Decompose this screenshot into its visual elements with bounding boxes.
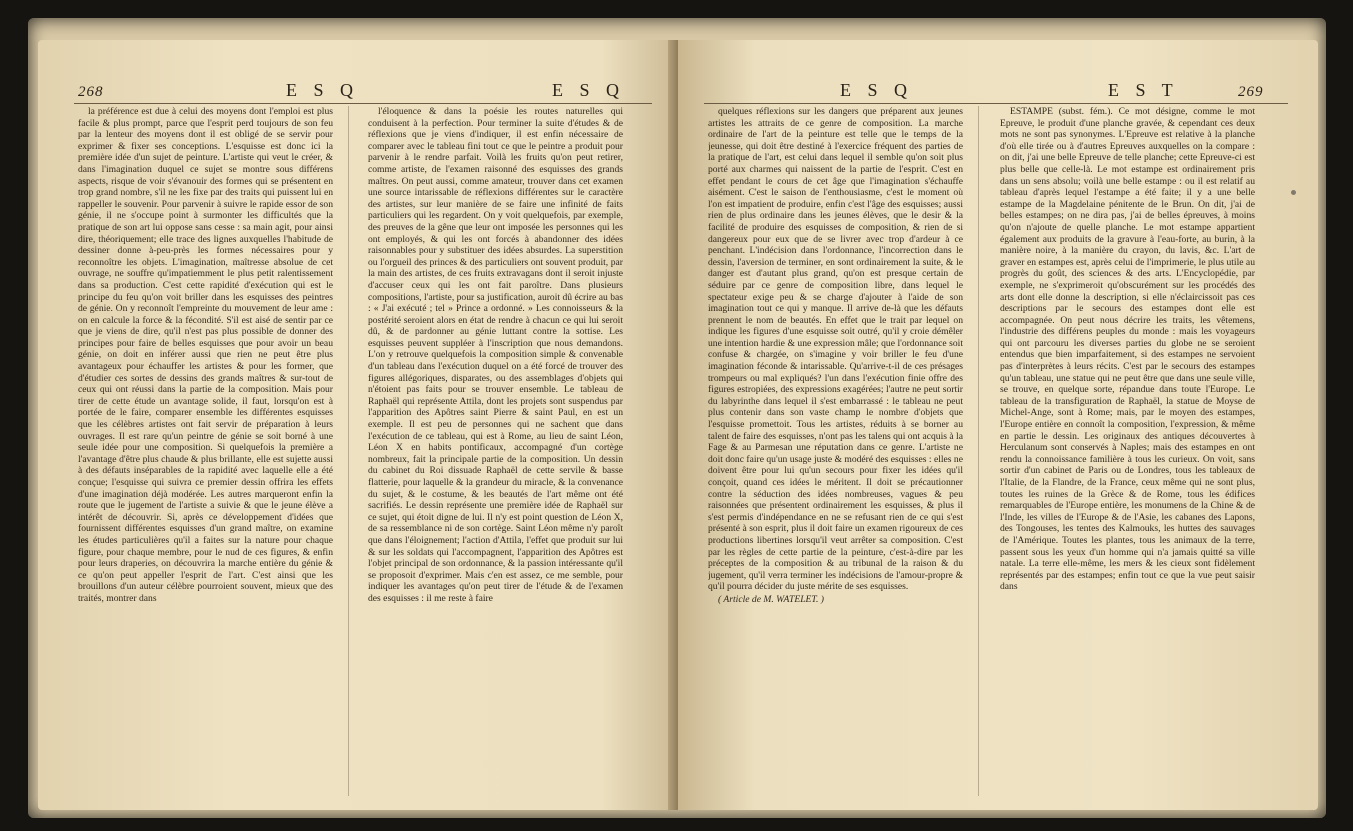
left-header-rule bbox=[74, 103, 652, 104]
left-running-head: E S Q bbox=[286, 80, 360, 100]
right-column-2: ESTAMPE (subst. fém.). Ce mot désigne, comme le mot Epreuve, le produit d'une planche gravée, & cependant ces deux mots ne sont pas synonymes. L'Epreuve est relative à la planche d'où elle tirée ou à d'autres Epreuves auxquelles on la compare : on dit, j'ai une belle Epreuve de telle planche; cette Epreuve-ci est plus belle que celle-là. Le mot estampe est ordinairement pris dans un sens absolu; voilà une belle estampe : ou il est relatif au tableau d'après lequel l'estampe a été faite; il y a une belle estampe de la Magdelaine pénitente de le Brun. On dit, j'ai de belles estampes; on ne dira pas, j'ai de belles épreuves, à moins qu'on n'ajoute de quelle planche. Le mot estampe appartient également aux produits de la gravure à l'eau-forte, au burin, à la manière noire, à la manière du crayon, du lavis, &c. L'art de graver en estampes est, après celui de l'imprimerie, le plus utile au progrès du goût, des sciences & des arts. L'Encyclopédie, par exemple, ne s'exprimeroit qu'obscurément sur les procédés des arts dont elle donne la description, si elle n'éclaircissoit pas ces descriptions par le secours des estampes dont elle est accompagnée. On peut nous décrire les traits, les vêtemens, l'industrie des différens peuples du monde : mais les voyageurs qui ont parcouru les diverses parties du globe ne se seroient entendus que bien imparfaitement, si des estampes ne servoient pas d'interprètes à leurs récits. C'est par le secours des estampes qu'un tableau, une statue qui ne peut être que dans une seule ville, se trouve, en quelque sorte, répandue dans toute l'Europe. Le tableau de la transfiguration de Raphaël, la statue de Moyse de Michel-Ange, sont à Rome; mais, par le moyen des estampes, l'Europe entière en connoît la composition, l'expression, & même en partie le dessin. Les originaux des antiques découvertes à Herculanum sont conservés à Naples; mais des estampes en ont rendu la connoissance familière à tous les curieux. On voit, sans sortir d'un cabinet de Paris ou de Londres, tous les tableaux de l'Italie, de la Flandre, de la France, ceux même qui ne sont plus, toutes les ruines de la Grèce & de Rome, tous les édifices remarquables de l'Europe entière, les monumens de la Chine & de l'Inde, les villes de l'Europe & de l'Asie, les cabanes des Lapons, des Tongouses, les tentes des Kalmouks, les huttes des sauvages de l'Amérique. Toutes les plantes, tous les animaux de la terre, passent sous les yeux d'un homme qui n'a jamais quitté sa ville natale. La terre elle-même, les mers & les cieux sont fidèlement représentés par des estampes; enfin tout ce que la vue peut saisir dans bbox=[1000, 106, 1255, 593]
ink-spot bbox=[1291, 190, 1296, 195]
left-running-head-center: E S Q bbox=[552, 80, 626, 100]
right-running-head: E S Q bbox=[840, 80, 914, 100]
right-page bbox=[678, 40, 1318, 810]
right-page-number: 269 bbox=[1238, 84, 1264, 100]
left-page bbox=[38, 40, 678, 810]
left-column-1: la préférence est due à celui des moyens dont l'emploi est plus facile & plus prompt, parce que l'esprit perd toujours de son feu par la lenteur des moyens dont il est obligé de se servir pour exprimer & fixer ses conceptions. L'esquisse est donc ici la première idée d'un sujet de peinture. L'artiste qui veut le créer, & dans l'imagination duquel ce sujet se montre sous différens aspects, risque de voir s'évanouir des formes qui se présentent en trop grand nombre, s'il ne les fixe par des traits qui puissent lui en rappeller le souvenir. Pour parvenir à suivre le rapide essor de son génie, il ne s'occupe point à surmonter les difficultés que la pratique de son art lui oppose sans cesse : sa main agit, pour ainsi dire, théoriquement; elle trace des lignes auxquelles l'habitude de dessiner donne à-peu-près les formes nécessaires pour y reconnoître les objets. L'imagination, maîtresse absolue de cet ouvrage, ne souffre qu'impatiemment le plus petit ralentissement dans sa production. C'est cette rapidité d'exécution qui est le principe du feu qu'on voit briller dans les esquisses des peintres de génie. On y reconnoît l'empreinte du mouvement de leur ame : on en calcule la force & la fécondité. S'il est aisé de sentir par ce que je viens de dire, qu'il n'est pas plus possible de donner des principes pour faire de belles esquisses que pour avoir un beau génie, on doit en inférer aussi que rien ne peut être plus avantageux pour échauffer les artistes & pour les former, que d'étudier ces sortes de dessins des grands maîtres & sur-tout de ceux qui ont réussi dans la partie de la composition. Mais pour tirer de cette étude un avantage solide, il faut, lorsqu'on est à portée de le faire, comparer ensemble les différentes esquisses que les célèbres artistes ont fait servir de préparation à leurs ouvrages. Il est rare qu'un peintre de génie se soit borné à une seule idée pour une composition. Si quelquefois la première a l'avantage d'être plus chaude & plus brillante, elle est sujette aussi à des défauts inséparables de la rapidité avec laquelle elle a été conçue; l'esquisse qui suivra ce premier dessin offrira les effets d'une imagination déjà modérée. Les autres marqueront enfin la route que le jugement de l'artiste a suivie & que le jeune élève a intérêt de découvrir. Si, après ce développement d'idées que fournissent différentes esquisses d'un grand maître, on examine les études particulières qu'il a faites sur la nature pour chaque figure, pour chaque membre, pour le nud de ces figures, & enfin pour leurs draperies, on découvrira la marche entière du génie & ce qu'on peut appeller l'esprit de l'art. C'est ainsi que les brouillons d'un auteur célèbre pourroient souvent, mieux que des traités, montrer dans bbox=[78, 106, 333, 604]
open-book bbox=[28, 18, 1326, 818]
right-header-rule bbox=[704, 103, 1288, 104]
right-column-separator bbox=[978, 106, 979, 796]
right-column-1: quelques réflexions sur les dangers que préparent aux jeunes artistes les attraits de ce genre de composition. La marche ordinaire de l'art de la peinture est telle que le temps de la jeunesse, qui doit être destiné à l'exercice fréquent des parties de la pratique de l'art, est celui dans lequel il semble qu'on soit plus porté aux charmes qui naissent de la partie de l'esprit. C'est en effet pendant le cours de cet âge que l'imagination s'échauffe aisément. C'est le saison de l'enthousiasme, c'est le moment où l'on est impatient de produire, enfin c'est l'âge des esquisses; aussi rien de plus ordinaire dans les jeunes élèves, que le desir & la facilité de produire des esquisses de composition, & rien de si dangereux pour eux que de se livrer avec trop d'ardeur à ce penchant. L'indécision dans l'ordonnance, l'incorrection dans le dessin, l'aversion de terminer, en sont ordinairement la suite, & le danger est d'autant plus grand, qu'on est presque certain de séduire par ce genre de composition libre, dans lequel le spectateur exige peu & se charge d'ajouter à l'aide de son imagination tout ce qui y manque. Il arrive de-là que les défauts prennent le nom de beautés. En effet que le trait par lequel on indique les figures d'une esquisse soit outré, qu'il y croie démêler une intention hardie & une expression mâle; que l'ordonnance soit confuse & chargée, on s'imagine y voir briller le feu d'une imagination féconde & intarissable. Qu'arrive-t-il de ces présages trompeurs ou mal expliqués? l'un dans l'exécution finie offre des figures estropiées, des expressions exagérées; l'autre ne peut sortir du labyrinthe dans lequel il s'est embarrassé : le tableau ne peut plus contenir dans son vaste champ le nombre d'objets que l'esquisse promettoit. Tous les artistes, réduits à se borner au talent de faire des esquisses, n'ont pas les talens qui ont acquis à la Fage & au Parmesan une réputation dans ce genre. L'artiste ne doit donc faire qu'un usage juste & modéré des esquisses : elles ne doivent être pour lui qu'un secours pour fixer les idées qu'il conçoit, quand ces idées le méritent. Il doit se précautionner contre la séduction des idées nombreuses, vagues & peu raisonnées que présentent ordinairement les esquisses, & plus il s'est permis d'indépendance en ne se refusant rien de ce qui s'est présenté à son esprit, plus il doit faire un examen rigoureux de ces productions libertines lorsqu'il veut arrêter sa composition. C'est par les règles de cette partie de la peinture, c'est-à-dire par les préceptes de la composition & au tribunal de la raison & du jugement, qu'il verra terminer les indécisions de l'amour-propre & qu'il pourra décider du juste mérite de ses esquisses. ( Article de M. WATELET. ) bbox=[708, 106, 963, 605]
right-running-head-right: E S T bbox=[1108, 80, 1179, 100]
left-column-separator bbox=[348, 106, 349, 796]
left-column-2: l'éloquence & dans la poésie les routes naturelles qui conduisent à la perfection. Pour terminer la suite d'études & de réflexions que je viens d'indiquer, il est enfin nécessaire de comparer avec le tableau fini tout ce que le peintre a produit pour parvenir à le rendre parfait. Voilà les fruits qu'on peut retirer, comme artiste, de l'examen raisonné des esquisses des grands maîtres. On peut aussi, comme amateur, trouver dans cet examen une source intarissable de réflexions différentes sur le caractère des artistes, sur leur manière de se faire une infinité de faits particuliers qui les regardent. On y voit quelquefois, par exemple, des preuves de la gêne que leur ont imposée les personnes qui les ont employés, & qui les ont forcés à abandonner des idées raisonnables pour y substituer des idées absurdes. La superstition ou l'orgueil des princes & des particuliers ont souvent produit, par la main des artistes, de ces fruits extravagans dont il seroit injuste d'accuser ceux qui les ont fait paroître. Dans plusieurs compositions, l'artiste, pour sa justification, auroit dû écrire au bas : « J'ai exécuté ; tel » Prince a ordonné. » Les connoisseurs & la postérité seroient alors en état de rendre à chacun ce qui lui seroit dû, & de pardonner au génie luttant contre la sottise. Les esquisses peuvent suppléer à l'inscription que nous demandons. L'on y retrouve quelquefois la composition simple & convenable d'un tableau dans l'exécution duquel on a été forcé de trouver des figures allégoriques, disparates, ou des assemblages d'objets qui n'étoient pas faits pour se trouver ensemble. Le tableau de Raphaël qui représente Attila, dont les projets sont suspendus par l'apparition des Apôtres saint Pierre & saint Paul, en est un exemple. Il est peu de personnes qui ne sachent que dans l'exécution de ce tableau, qui est à Rome, au lieu de saint Léon, Léon X en habits pontificaux, accompagné d'un cortège nombreux, fait la principale partie de la composition. Un dessin du cabinet du Roi dissuade Raphaël de cette servile & basse flatterie, pour laquelle & la grandeur du miracle, & la convenance du sujet, & le costume, & les beautés de l'art même ont été sacrifiés. Le dessin représente une première idée de Raphaël sur ce sujet, qui étoit digne de lui. Il n'y est point question de Léon X, de sa ressemblance ni de son cortège. Saint Léon même n'y paroît que dans l'éloignement; l'action d'Attila, l'effet que produit sur lui & sur les soldats qui l'accompagnent, l'apparition des Apôtres est l'objet principal de son ordonnance, & la passion intéressante qu'il se proposoit d'exprimer. Mais c'en est assez, ce me semble, pour indiquer les avantages qu'on peut tirer de l'étude & de l'examen des esquisses : il me reste à faire bbox=[368, 106, 623, 604]
left-page-number: 268 bbox=[78, 84, 104, 100]
article-signature: ( Article de M. WATELET. ) bbox=[718, 593, 824, 605]
